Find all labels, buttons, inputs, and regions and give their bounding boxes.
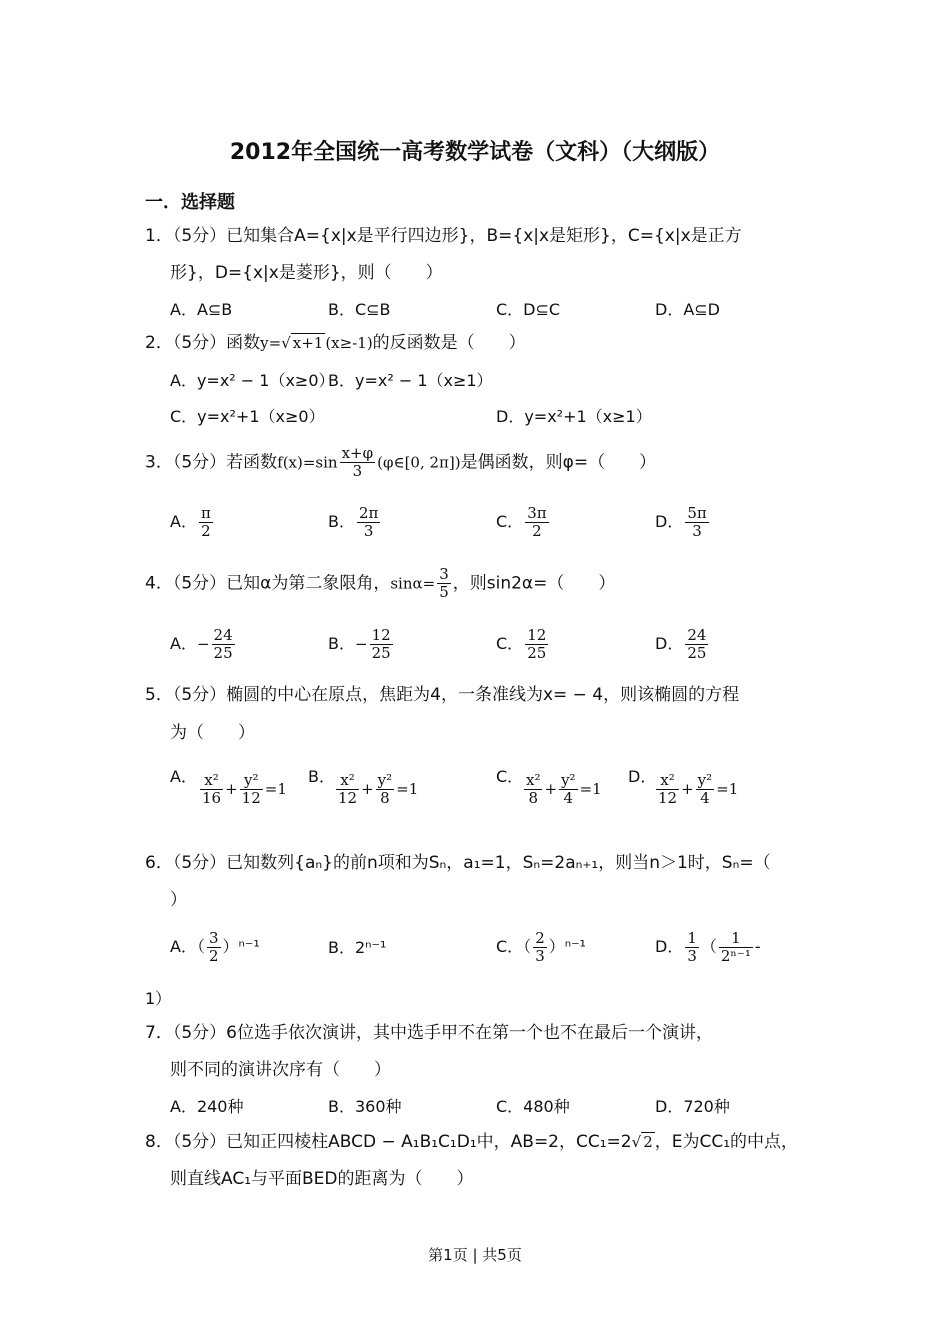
q3-option-a: A． $\frac{\pi}{2}$ — [170, 504, 211, 540]
q2-stem-suffix: 的反函数是（ ） — [372, 333, 526, 353]
section-heading: 一．选择题 — [145, 192, 235, 213]
q2-option-c: C．y=x²+1（x≥0） — [170, 407, 325, 426]
q3-denominator: 3 — [352, 462, 363, 480]
q3-option-c: C． $\frac{3\pi}{2}$ — [496, 504, 547, 540]
q2-y: y= — [260, 334, 282, 352]
q2-option-a: A．y=x² − 1（x≥0） — [170, 371, 335, 390]
q6-option-d: D． $\frac{1}{3}$ （ $\frac{1}{\text{2ⁿ⁻¹}}$ - — [655, 929, 761, 965]
q3-condition: (φ∈[0, 2π]) — [377, 453, 461, 472]
q5-option-a: $\frac{\text{x²}}{16}$ + $\frac{\text{y²}}{12}$ =1 — [202, 771, 287, 807]
page-footer: 第1页 | 共5页 — [428, 1246, 522, 1264]
q5-option-c-label: C． — [496, 767, 524, 786]
q3-stem-prefix: 3．（5分）若函数 — [145, 452, 278, 473]
q5-option-d: $\frac{\text{x²}}{12}$ + $\frac{\text{y²}}{4}$ =1 — [658, 771, 739, 807]
q1-option-d: D．A⊆D — [655, 300, 720, 319]
q3-option-d: D． $\frac{5\pi}{3}$ — [655, 504, 707, 540]
q4-option-d: D． $\frac{24}{25}$ — [655, 626, 707, 662]
q2-option-d: D．y=x²+1（x≥1） — [496, 407, 652, 426]
q3-function: f(x)=sin — [277, 453, 338, 472]
q7-stem-line1: 7．（5分）6位选手依次演讲，其中选手甲不在第一个也不在最后一个演讲， — [145, 1023, 713, 1043]
q2-stem: 2．（5分）函数y=√ x+1 (x≥-1)的反函数是（ ） — [145, 333, 526, 353]
q6-stem-line1: 6．（5分）已知数列{aₙ}的前n项和为Sₙ，a₁=1，Sₙ=2aₙ₊₁，则当n＞1时，Sₙ=（ — [145, 853, 771, 873]
q7-option-c: C．480种 — [496, 1097, 570, 1116]
q5-option-c: $\frac{\text{x²}}{8}$ + $\frac{\text{y²}}{4}$ =1 — [526, 771, 602, 807]
q2-condition: (x≥-1) — [325, 334, 373, 352]
q5-stem-line1: 5．（5分）椭圆的中心在原点，焦距为4，一条准线为x= − 4，则该椭圆的方程 — [145, 685, 740, 705]
q2-stem-prefix: 2．（5分）函数 — [145, 333, 261, 353]
q1-option-a: A．A⊆B — [170, 300, 233, 319]
q2-radicand: x+1 — [292, 334, 324, 352]
q3-stem-suffix: 是偶函数，则φ=（ ） — [460, 452, 657, 473]
q1-stem-line2: 形}，D={x|x是菱形}，则（ ） — [170, 263, 443, 283]
q3-numerator: x+φ — [341, 444, 374, 462]
q8-stem-line2: 则直线AC₁与平面BED的距离为（ ） — [170, 1169, 474, 1189]
q6-stem-line2: ） — [170, 890, 187, 910]
q5-option-d-label: D． — [628, 767, 657, 786]
q5-option-b: $\frac{\text{x²}}{12}$ + $\frac{\text{y²}}{8}$ =1 — [338, 771, 419, 807]
q4-sin: sinα= — [390, 574, 436, 593]
q4-numerator: 3 — [439, 565, 449, 583]
q6-option-c: C．（ $\frac{2}{3}$ ）ⁿ⁻¹ — [496, 929, 586, 965]
q8-radicand: 2 — [643, 1133, 653, 1151]
q2-option-b: B．y=x² − 1（x≥1） — [328, 371, 493, 390]
q5-option-b-label: B． — [308, 767, 335, 786]
q4-option-a: A．− $\frac{24}{25}$ — [170, 626, 233, 662]
q4-option-b: B．− $\frac{12}{25}$ — [328, 626, 391, 662]
q6-option-b: B．2ⁿ⁻¹ — [328, 938, 387, 957]
q4-stem — [145, 566, 615, 601]
q6-option-d-continued: 1） — [145, 989, 172, 1008]
q4-denominator: 5 — [439, 583, 449, 601]
q7-option-d: D．720种 — [655, 1097, 730, 1116]
q5-option-a-label: A． — [170, 767, 197, 786]
q5-stem-line2: 为（ ） — [170, 723, 255, 743]
q7-option-b: B．360种 — [328, 1097, 402, 1116]
q3-option-b: B． $\frac{2\pi}{3}$ — [328, 504, 379, 540]
q7-option-a: A．240种 — [170, 1097, 244, 1116]
q4-stem-prefix: 4．（5分）已知α为第二象限角， — [145, 573, 391, 594]
q4-option-c: C． $\frac{12}{25}$ — [496, 626, 547, 662]
q7-stem-line2: 则不同的演讲次序有（ ） — [170, 1060, 391, 1080]
q3-stem — [145, 445, 656, 480]
page-title: 2012年全国统一高考数学试卷（文科）（大纲版） — [229, 140, 721, 165]
q1-option-c: C．D⊆C — [496, 300, 561, 319]
q1-stem-line1: 1．（5分）已知集合A={x|x是平行四边形}，B={x|x是矩形}，C={x|x是正方 — [145, 226, 742, 246]
q4-stem-suffix: ，则sin2α=（ ） — [452, 573, 616, 594]
q1-option-b: B．C⊆B — [328, 300, 391, 319]
q8-stem-line1: 8．（5分）已知正四棱柱ABCD − A₁B₁C₁D₁中，AB=2，CC₁=2√ 2 ，E为CC₁的中点， — [145, 1132, 799, 1152]
q6-option-a: A．（ $\frac{3}{2}$ ）ⁿ⁻¹ — [170, 929, 260, 965]
